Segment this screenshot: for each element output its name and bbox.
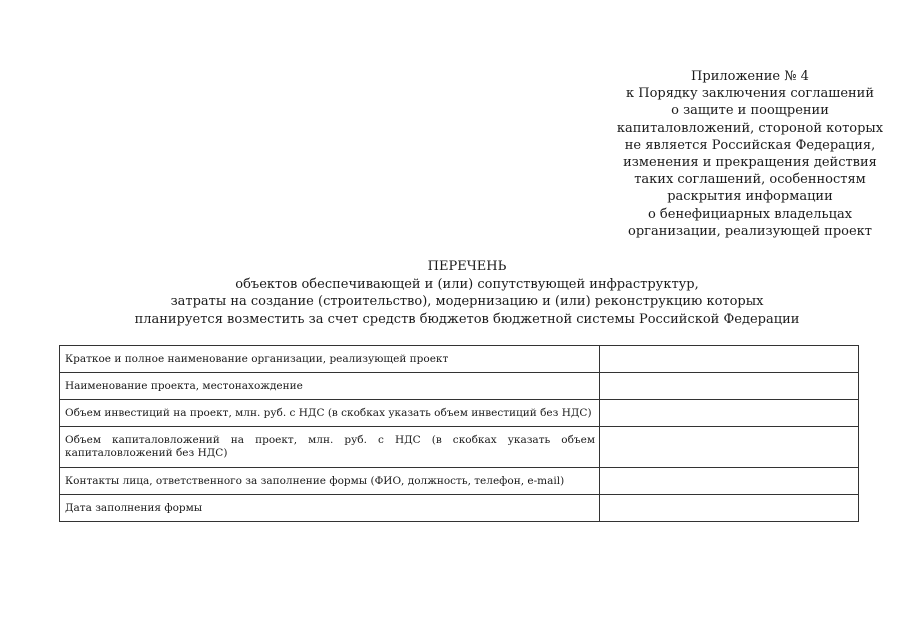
row-value-organization-name[interactable] [600,346,859,373]
row-value-project-name[interactable] [600,373,859,400]
table-row [60,427,859,468]
title-line: планируется возместить за счет средств бюджетов бюджетной системы Российской Федерации [134,311,800,327]
table-row [60,346,859,373]
title-heading: ПЕРЕЧЕНЬ [427,259,507,274]
form-table [59,345,859,522]
appendix-line: капиталовложений, стороной которых [616,120,884,136]
row-label-contact-person: Контакты лица, ответственного за заполнение формы (ФИО, должность, телефон, e-mail) [60,468,600,495]
row-label-capital-investment-volume: Объем капиталовложений на проект, млн. руб. с НДС (в скобках указать объем капиталовложений без НДС) [60,427,600,468]
row-label-fill-date: Дата заполнения формы [60,495,600,522]
row-label-investment-volume: Объем инвестиций на проект, млн. руб. с НДС (в скобках указать объем инвестиций без НДС) [60,400,600,427]
appendix-header [600,68,900,240]
table-row [60,468,859,495]
appendix-line: к Порядку заключения соглашений [625,86,875,102]
title-line: объектов обеспечивающей и (или) сопутствующей инфраструктур, [235,276,699,292]
appendix-line: не является Российская Федерация, [624,137,876,153]
row-value-contact-person[interactable] [600,468,859,495]
table-row [60,373,859,400]
row-value-capital-investment-volume[interactable] [600,427,859,468]
row-label-organization-name: Краткое и полное наименование организации, реализующей проект [60,346,600,373]
appendix-line: Приложение № 4 [691,69,809,84]
table-row [60,495,859,522]
appendix-line: о бенефициарных владельцах [647,206,853,222]
title-line: затраты на создание (строительство), модернизацию и (или) реконструкцию которых [170,294,764,309]
row-label-project-name: Наименование проекта, местонахождение [60,373,600,400]
appendix-line: изменения и прекращения действия [623,155,877,171]
row-value-fill-date[interactable] [600,495,859,522]
table-row [60,400,859,427]
appendix-line: организации, реализующей проект [628,223,872,239]
appendix-line: таких соглашений, особенностям [634,172,866,188]
appendix-line: о защите и поощрении [671,103,829,119]
document-title [30,258,904,328]
appendix-line: раскрытия информации [667,189,833,205]
row-value-investment-volume[interactable] [600,400,859,427]
